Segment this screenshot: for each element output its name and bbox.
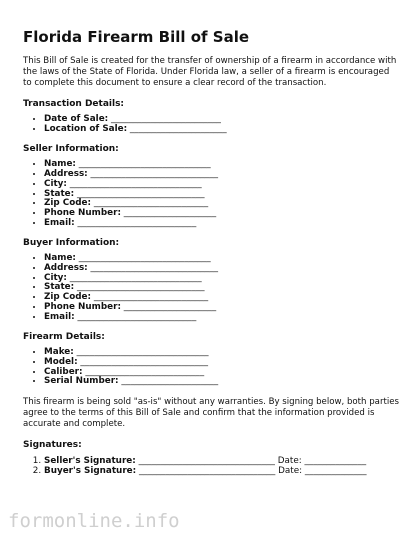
seller-heading: Seller Information: xyxy=(23,144,119,155)
field-label: Phone Number: xyxy=(44,207,121,218)
field-label: Address: xyxy=(44,263,88,274)
transaction-list xyxy=(23,115,399,134)
fill-line[interactable]: ______________________ xyxy=(121,376,219,387)
firearm-list xyxy=(23,348,399,387)
fill-line[interactable]: _____________________ xyxy=(123,207,217,218)
fill-line[interactable]: ___________________________ xyxy=(85,366,205,377)
list-item xyxy=(44,456,399,466)
field-label: City: xyxy=(44,178,67,189)
fill-line[interactable]: __________________________ xyxy=(93,292,209,303)
fill-line[interactable]: _____________________________ xyxy=(80,356,208,367)
list-item xyxy=(44,377,399,387)
fill-line[interactable]: ______________________ xyxy=(129,123,227,134)
as-is-paragraph: This firearm is being sold "as-is" without any warranties. By signing below, both parties agree to the terms of this Bill of Sale and confirm that the information provided is accurate and complete. xyxy=(23,397,399,430)
field-label: Location of Sale: xyxy=(44,123,128,134)
field-label: Zip Code: xyxy=(44,292,92,303)
fill-line[interactable]: ______________________________ xyxy=(69,272,202,283)
field-label: Make: xyxy=(44,347,74,358)
watermark: formonline.info xyxy=(8,510,180,532)
fill-line[interactable]: ___________________________ xyxy=(77,217,197,228)
field-label: Address: xyxy=(44,169,88,180)
fill-line[interactable]: ______________________________ xyxy=(78,253,211,264)
date-line[interactable]: ______________ xyxy=(304,466,367,477)
field-label: Caliber: xyxy=(44,366,83,377)
date-label: Date: xyxy=(278,466,303,477)
fill-line[interactable]: _____________________________ xyxy=(90,169,219,180)
transaction-heading: Transaction Details: xyxy=(23,99,125,109)
field-label: Date of Sale: xyxy=(44,114,109,124)
field-label: Serial Number: xyxy=(44,376,119,387)
field-label: Seller's Signature: xyxy=(44,456,136,467)
signatures-heading: Signatures: xyxy=(23,440,82,451)
fill-line[interactable]: ______________________________ xyxy=(78,159,211,170)
field-label: Email: xyxy=(44,217,75,228)
field-label: Name: xyxy=(44,253,76,264)
field-label: Zip Code: xyxy=(44,198,92,209)
field-label: State: xyxy=(44,188,75,199)
firearm-heading: Firearm Details: xyxy=(23,332,105,343)
date-label: Date: xyxy=(277,456,302,467)
list-item xyxy=(44,466,399,476)
buyer-list xyxy=(23,254,399,322)
field-label: Name: xyxy=(44,159,76,170)
signature-line[interactable]: _______________________________ xyxy=(138,466,276,477)
list-item xyxy=(44,313,399,323)
field-label: State: xyxy=(44,282,75,293)
fill-line[interactable]: _____________________________ xyxy=(76,282,205,293)
fill-line[interactable]: ______________________________ xyxy=(69,178,202,189)
document-title: Florida Firearm Bill of Sale xyxy=(23,28,250,46)
date-line[interactable]: ______________ xyxy=(304,456,367,467)
fill-line[interactable]: ______________________________ xyxy=(76,347,209,358)
seller-list xyxy=(23,160,399,228)
fill-line[interactable]: __________________________ xyxy=(93,198,209,209)
field-label: Email: xyxy=(44,311,75,322)
buyer-heading: Buyer Information: xyxy=(23,238,120,249)
fill-line[interactable]: _________________________ xyxy=(110,114,221,124)
signature-line[interactable]: _______________________________ xyxy=(138,456,275,467)
fill-line[interactable]: _____________________________ xyxy=(76,188,205,199)
field-label: Buyer's Signature: xyxy=(44,466,137,477)
list-item xyxy=(44,219,399,229)
signatures-list xyxy=(23,456,399,476)
field-label: Phone Number: xyxy=(44,301,121,312)
field-label: City: xyxy=(44,272,67,283)
fill-line[interactable]: _____________________ xyxy=(123,301,217,312)
fill-line[interactable]: ___________________________ xyxy=(77,311,197,322)
fill-line[interactable]: _____________________________ xyxy=(90,263,219,274)
list-item xyxy=(44,125,399,135)
intro-paragraph: This Bill of Sale is created for the transfer of ownership of a firearm in accordance with the laws of the State of Florida. Under Florida law, a seller of a firearm is encouraged to complete this document to ensure a clear record of the transaction. xyxy=(23,56,397,88)
field-label: Model: xyxy=(44,356,78,367)
